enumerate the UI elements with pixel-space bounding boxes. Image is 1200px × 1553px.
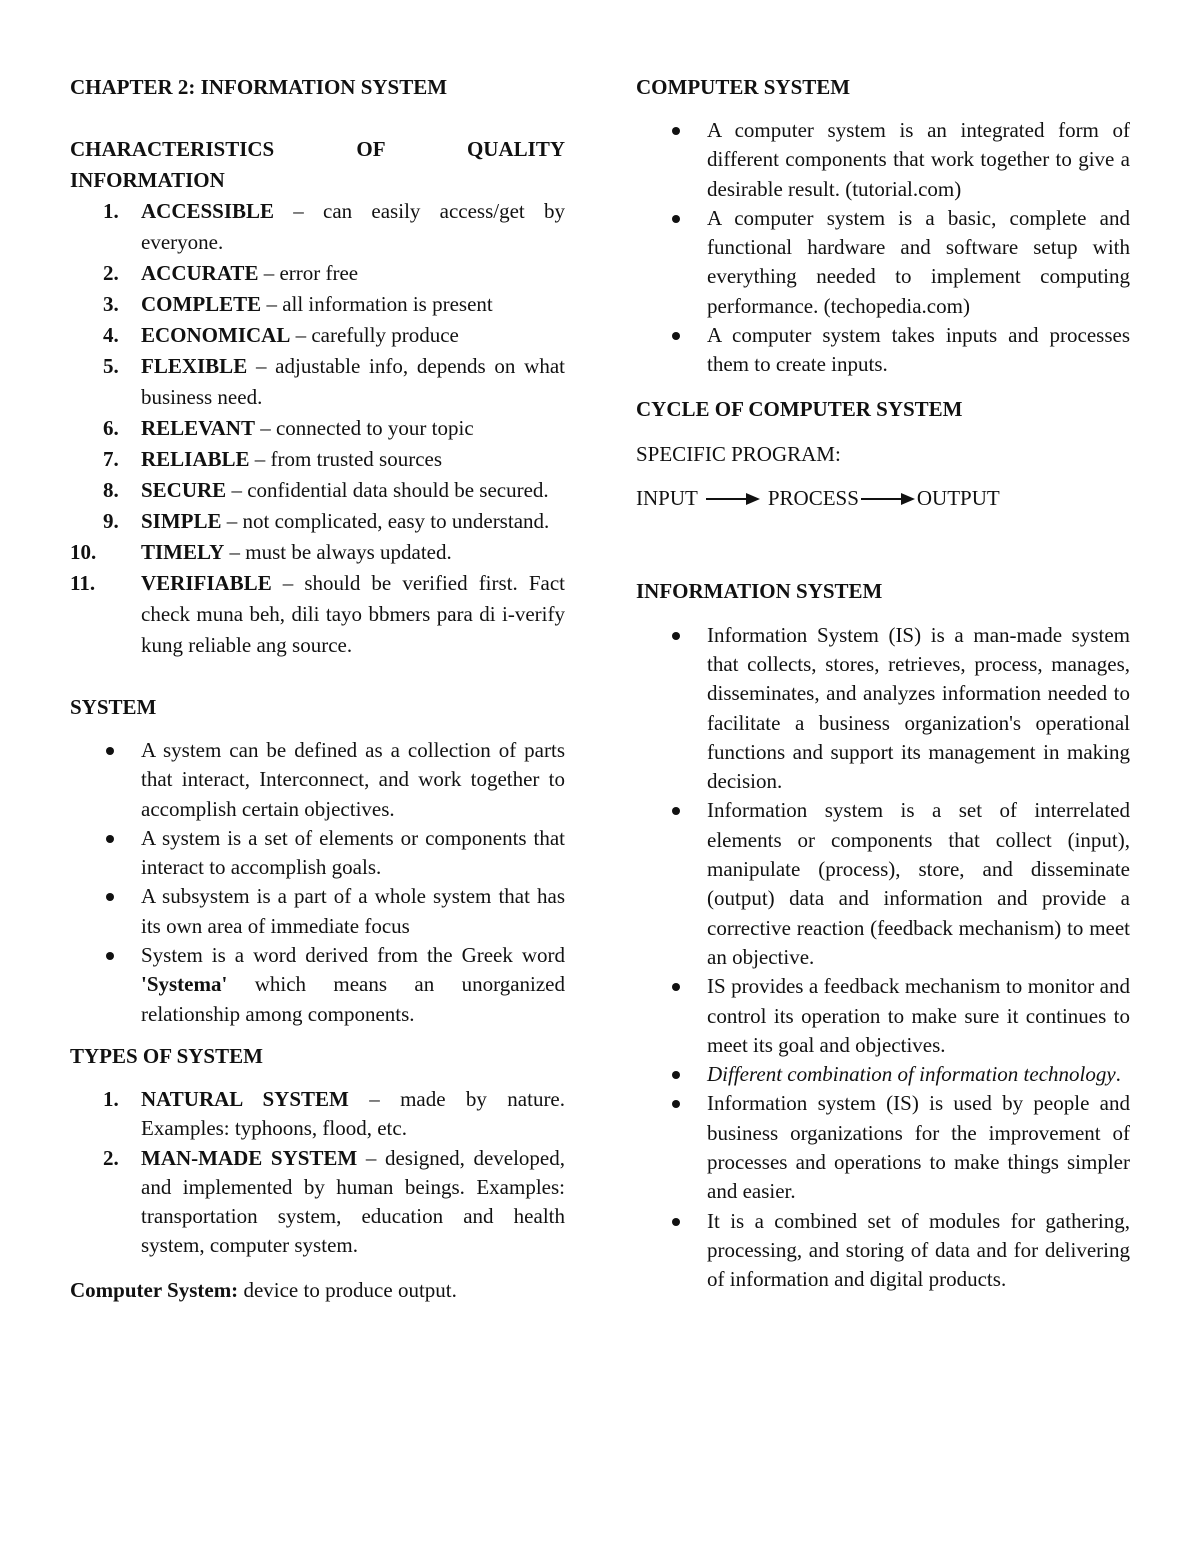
bullet-item: A system is a set of elements or components that interact to accomplish goals.: [70, 824, 565, 883]
bullet-icon: [106, 952, 114, 960]
left-column: [70, 72, 565, 1306]
item-term: ECONOMICAL: [141, 323, 291, 347]
flow-input: INPUT: [636, 485, 698, 510]
bullet-icon: [672, 127, 680, 135]
bullet-item: Information System (IS) is a man-made system that collects, stores, retrieves, process, manages, disseminates, and analyzes information needed to facilitate a business organization's operational functions and support its management in making decision.: [636, 621, 1130, 797]
item-number: 8.: [103, 478, 119, 502]
bullet-icon: [672, 1100, 680, 1108]
item-term: COMPLETE: [141, 292, 262, 316]
quality-item: [70, 444, 565, 475]
bullet-item: A computer system takes inputs and processes them to create inputs.: [636, 321, 1130, 380]
item-number: 4.: [103, 323, 119, 347]
bullet-icon: [672, 332, 680, 340]
flow-process: PROCESS: [767, 485, 859, 510]
item-desc: – not complicated, easy to understand.: [221, 509, 550, 533]
types-list: [70, 1085, 565, 1261]
item-desc: – must be always updated.: [224, 540, 452, 564]
item-number: 11.: [70, 571, 96, 595]
item-desc: – adjustable info, depends on what business need.: [141, 354, 565, 409]
bullet-icon: [106, 835, 114, 843]
item-term: RELIABLE: [141, 447, 250, 471]
quality-item: [70, 506, 565, 537]
io-flow: [636, 483, 1130, 514]
item-term: FLEXIBLE: [141, 354, 248, 378]
bullet-item: A computer system is an integrated form of different components that work together to give a desirable result. (tutorial.com): [636, 116, 1130, 204]
italic-text: Different combination of information technology: [707, 1062, 1116, 1087]
bullet-icon: [672, 1218, 680, 1226]
right-column: [636, 72, 1130, 1295]
types-item: [70, 1085, 565, 1144]
quality-item: [70, 537, 565, 568]
bullet-item: IS provides a feedback mechanism to monitor and control its operation to make sure it continues to meet its goal and objectives.: [636, 972, 1130, 1060]
item-term: SIMPLE: [141, 509, 222, 533]
item-term: RELEVANT: [141, 416, 255, 440]
quality-item: [70, 258, 565, 289]
quality-item: [70, 289, 565, 320]
item-desc: – should be verified first. Fact check muna beh, dili tayo bbmers para di i-verify kung reliable ang source.: [141, 571, 565, 657]
systema-term: 'Systema': [141, 972, 228, 997]
bullet-icon: [672, 1071, 680, 1079]
bullet-item: A system can be defined as a collection of parts that interact, Interconnect, and work together to accomplish certain objectives.: [70, 736, 565, 824]
item-desc: – all information is present: [261, 292, 493, 316]
item-term: ACCURATE: [141, 261, 259, 285]
item-term: NATURAL SYSTEM: [141, 1086, 349, 1111]
system-heading: SYSTEM: [70, 695, 157, 719]
quality-item: [70, 413, 565, 444]
bullet-icon: [672, 983, 680, 991]
system-list: [70, 736, 565, 1029]
item-desc: – designed, developed, and implemented by human beings. Examples: transportation system, education and health system, computer system.: [141, 1145, 565, 1258]
item-term: MAN-MADE SYSTEM: [141, 1145, 358, 1170]
item-term: TIMELY: [141, 540, 225, 564]
item-term: VERIFIABLE: [141, 571, 272, 595]
arrow-right-icon: [706, 483, 760, 514]
bullet-item: System is a word derived from the Greek word 'Systema' which means an unorganized relationship among components.: [70, 941, 565, 1029]
bullet-icon: [672, 632, 680, 640]
item-number: 2.: [103, 1145, 119, 1170]
bullet-item: Information system (IS) is used by people and business organizations for the improvement of processes and operations to make things simpler and easier.: [636, 1089, 1130, 1206]
bullet-icon: [106, 747, 114, 755]
item-desc: – can easily access/get by everyone.: [141, 199, 565, 254]
flow-output: OUTPUT: [916, 485, 1000, 510]
item-desc: – made by nature. Examples: typhoons, flood, etc.: [141, 1086, 566, 1141]
bullet-item: A subsystem is a part of a whole system that has its own area of immediate focus: [70, 882, 565, 941]
item-number: 1.: [103, 1086, 119, 1111]
quality-heading-line1: CHARACTERISTICS OF QUALITY: [70, 137, 565, 161]
cycle-heading: CYCLE OF COMPUTER SYSTEM: [636, 396, 963, 421]
item-desc: – from trusted sources: [249, 447, 443, 471]
bullet-item: Different combination of information technology.: [636, 1060, 1130, 1089]
item-desc: – connected to your topic: [254, 416, 474, 440]
quality-item: [70, 351, 565, 413]
bullet-item: It is a combined set of modules for gathering, processing, and storing of data and for delivering of information and digital products.: [636, 1207, 1130, 1295]
item-number: 9.: [103, 509, 119, 533]
computer-system-definition: Computer System: device to produce output.: [70, 1277, 457, 1302]
item-desc: – carefully produce: [290, 323, 459, 347]
types-heading: TYPES OF SYSTEM: [70, 1043, 263, 1068]
item-term: SECURE: [141, 478, 227, 502]
information-system-heading: INFORMATION SYSTEM: [636, 578, 883, 603]
computer-system-list: [636, 116, 1130, 380]
types-item: [70, 1144, 565, 1261]
item-number: 1.: [103, 199, 119, 223]
arrow-right-icon: [861, 483, 915, 514]
quality-item: [70, 320, 565, 351]
quality-heading-line2: INFORMATION: [70, 168, 225, 192]
quality-item: [70, 475, 565, 506]
chapter-title: CHAPTER 2: INFORMATION SYSTEM: [70, 75, 448, 99]
item-term: ACCESSIBLE: [141, 199, 275, 223]
bullet-item: A computer system is a basic, complete and functional hardware and software setup with everything needed to implement computing performance. (techopedia.com): [636, 204, 1130, 321]
information-system-list: [636, 621, 1130, 1295]
bullet-icon: [672, 215, 680, 223]
item-desc: – error free: [258, 261, 359, 285]
computer-system-heading: COMPUTER SYSTEM: [636, 75, 851, 99]
quality-item: [70, 568, 565, 661]
item-number: 3.: [103, 292, 119, 316]
bullet-icon: [106, 893, 114, 901]
specific-program-label: SPECIFIC PROGRAM:: [636, 441, 841, 466]
item-number: 5.: [103, 354, 119, 378]
item-desc: – confidential data should be secured.: [226, 478, 549, 502]
item-number: 2.: [103, 261, 119, 285]
item-number: 10.: [70, 540, 97, 564]
quality-item: [70, 196, 565, 258]
bullet-icon: [672, 807, 680, 815]
item-number: 6.: [103, 416, 119, 440]
computer-system-label: Computer System:: [70, 1277, 239, 1302]
bullet-item: Information system is a set of interrelated elements or components that collect (input), manipulate (process), store, and disseminate (output) data and information and provide a corrective reaction (feedback mechanism) to meet an objective.: [636, 796, 1130, 972]
quality-list: [70, 196, 565, 661]
item-number: 7.: [103, 447, 119, 471]
